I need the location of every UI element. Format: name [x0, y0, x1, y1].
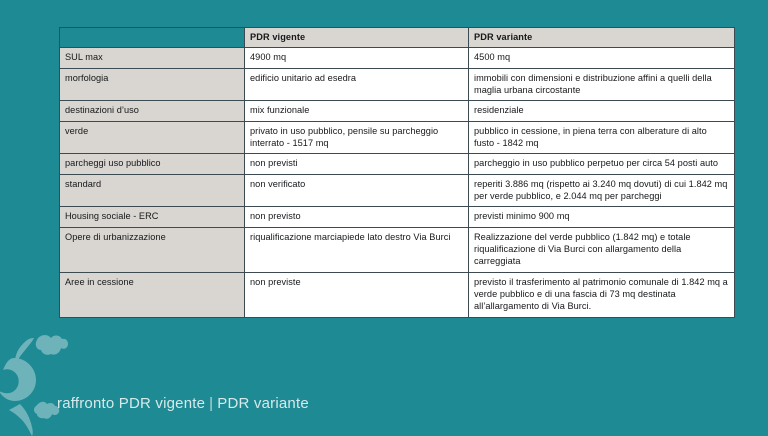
- table-row: [60, 48, 735, 68]
- row-value-vigente: edificio unitario ad esedra: [245, 68, 469, 101]
- row-attribute-label: Opere di urbanizzazione: [60, 227, 245, 272]
- row-value-vigente: non previsto: [245, 207, 469, 227]
- caption-separator: |: [209, 395, 214, 412]
- table-row: [60, 207, 735, 227]
- row-attribute-label: parcheggi uso pubblico: [60, 154, 245, 174]
- row-value-vigente: privato in uso pubblico, pensile su parcheggio interrato - 1517 mq: [245, 121, 469, 154]
- row-value-vigente: non verificato: [245, 174, 469, 207]
- row-value-variante: previsto il trasferimento al patrimonio comunale di 1.842 mq a verde pubblico e di una fascia di 73 mq destinata all’allargamento di Via Burci.: [469, 272, 735, 317]
- row-attribute-label: standard: [60, 174, 245, 207]
- row-attribute-label: destinazioni d’uso: [60, 101, 245, 121]
- row-value-variante: parcheggio in uso pubblico perpetuo per circa 54 posti auto: [469, 154, 735, 174]
- table-corner-cell: [60, 28, 245, 48]
- column-header-pdr-variante: PDR variante: [469, 28, 735, 48]
- table-row: [60, 101, 735, 121]
- row-value-variante: residenziale: [469, 101, 735, 121]
- fleur-de-lis-icon: [0, 324, 78, 436]
- comparison-table-container: [59, 27, 734, 318]
- table-row: [60, 227, 735, 272]
- row-value-vigente: mix funzionale: [245, 101, 469, 121]
- table-row: [60, 272, 735, 317]
- row-attribute-label: morfologia: [60, 68, 245, 101]
- table-row: [60, 121, 735, 154]
- row-attribute-label: Aree in cessione: [60, 272, 245, 317]
- row-value-vigente: non previsti: [245, 154, 469, 174]
- row-attribute-label: SUL max: [60, 48, 245, 68]
- caption-trail-text: PDR variante: [217, 395, 309, 412]
- row-value-variante: previsti minimo 900 mq: [469, 207, 735, 227]
- slide-caption: [57, 395, 309, 412]
- row-value-vigente: 4900 mq: [245, 48, 469, 68]
- row-value-variante: Realizzazione del verde pubblico (1.842 mq) e totale riqualificazione di Via Burci con allargamento della carreggiata: [469, 227, 735, 272]
- row-attribute-label: verde: [60, 121, 245, 154]
- caption-lead-text: raffronto PDR vigente: [57, 395, 206, 412]
- pdr-comparison-table: [59, 27, 735, 318]
- table-row: [60, 154, 735, 174]
- table-body: [60, 48, 735, 317]
- row-value-variante: immobili con dimensioni e distribuzione affini a quelli della maglia urbana circostante: [469, 68, 735, 101]
- column-header-pdr-vigente: PDR vigente: [245, 28, 469, 48]
- table-row: [60, 174, 735, 207]
- row-attribute-label: Housing sociale - ERC: [60, 207, 245, 227]
- table-row: [60, 68, 735, 101]
- row-value-vigente: riqualificazione marciapiede lato destro Via Burci: [245, 227, 469, 272]
- row-value-variante: pubblico in cessione, in piena terra con alberature di alto fusto - 1842 mq: [469, 121, 735, 154]
- row-value-vigente: non previste: [245, 272, 469, 317]
- table-header-row: [60, 28, 735, 48]
- row-value-variante: reperiti 3.886 mq (rispetto ai 3.240 mq dovuti) di cui 1.842 mq per verde pubblico, e 2.044 mq per parcheggi: [469, 174, 735, 207]
- row-value-variante: 4500 mq: [469, 48, 735, 68]
